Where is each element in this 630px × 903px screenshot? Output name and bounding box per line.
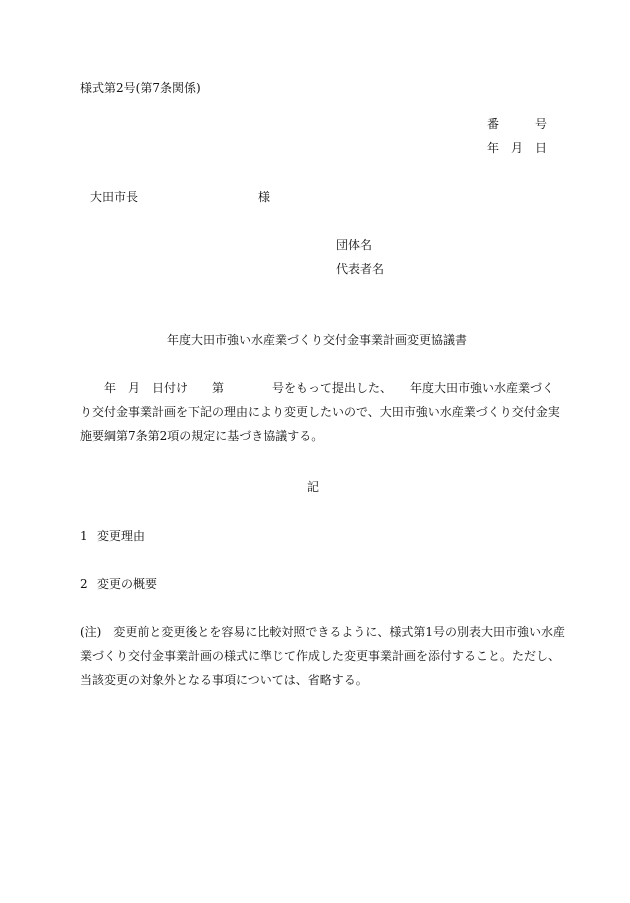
note-line: 業づくり交付金事業計画の様式に準じて作成した変更事業計画を添付すること。ただし、 <box>80 649 561 663</box>
note-paragraph <box>80 620 566 692</box>
document-number: 番 号 <box>487 117 548 131</box>
item-number: 2 <box>80 577 88 591</box>
form-label: 様式第2号(第7条関係) <box>80 81 201 95</box>
item-label: 変更の概要 <box>97 577 158 591</box>
document-title: 年度大田市強い水産業づくり交付金事業計画変更協議書 <box>167 333 468 347</box>
body-line: 年 月 日付け 第 号をもって提出した、 年度大田市強い水産業づく <box>104 381 555 395</box>
body-line: り交付金事業計画を下記の理由により変更したいので、大田市強い水産業づくり交付金実 <box>80 405 560 419</box>
org-name-label: 団体名 <box>336 238 373 252</box>
addressee: 大田市長 様 <box>90 190 271 204</box>
body-line: 施要綱第7条第2項の規定に基づき協議する。 <box>80 429 324 443</box>
body-paragraph <box>80 376 560 448</box>
document-date: 年 月 日 <box>487 141 548 155</box>
item-label: 変更理由 <box>97 529 146 543</box>
note-line: (注) 変更前と変更後とを容易に比較対照できるように、様式第1号の別表大田市強い水産 <box>80 625 566 639</box>
note-line: 当該変更の対象外となる事項については、省略する。 <box>80 673 368 687</box>
item-number: 1 <box>80 529 88 543</box>
representative-label: 代表者名 <box>336 262 385 276</box>
ki-heading: 記 <box>307 480 320 494</box>
